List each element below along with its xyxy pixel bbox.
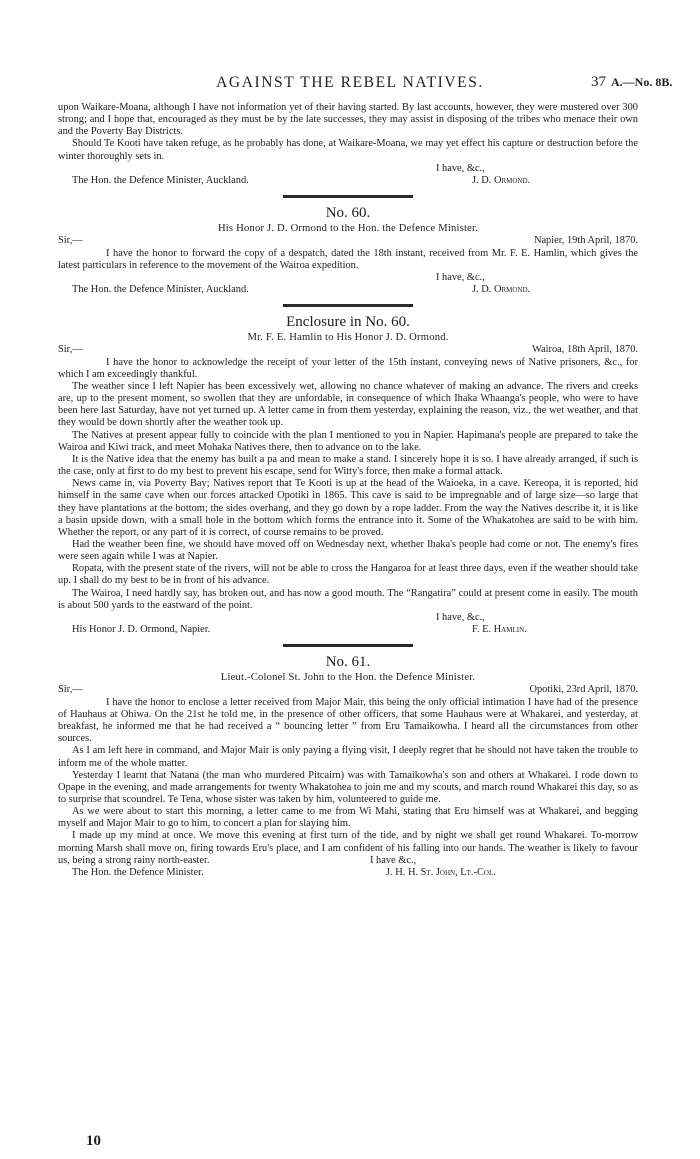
signature-line <box>58 867 638 879</box>
enclosure-paragraph: Ropata, with the present state of the rivers, will not be able to cross the Hangaroa for at least three days, even if the weather should take up. I shall do my best to be in front of his advance. <box>58 563 638 587</box>
page-header <box>0 74 700 96</box>
enclosure-subheading: Mr. F. E. Hamlin to His Honor J. D. Ormond. <box>247 332 449 344</box>
place-date: Opotiki, 23rd April, 1870. <box>529 684 638 696</box>
salutation: Sir,— <box>58 344 83 356</box>
place-date: Napier, 19th April, 1870. <box>533 235 638 247</box>
enclosure-paragraph: The weather since I left Napier has been excessively wet, allowing no chance whatever of making an advance. The rivers and creeks are, up to the present moment, so swollen that they are unfordable, in consequence of which Ihaka Whaanga's people, who were to have been here last Saturday, have not yet turned up. A letter came in from them yesterday, explaining the reason, viz., the wet weather, and that they would be down shortly after the weather took up. <box>58 380 638 429</box>
letter-subheading: Lieut.-Colonel St. John to the Hon. the Defence Minister. <box>220 672 476 684</box>
letter-paragraph: I have the honor to enclose a letter received from Major Mair, this being the only official intimation I have had of the presence of Hauhaus at Ohiwa. On the 21st he told me, in the presence of other officers, that some Hauhaus were at Whakarei, and yesterday, at breakfast, he informed me that he had received a “ bouncing letter ” from Eru Tamaikowha. I heard all the circumstances from other sources. <box>58 696 638 745</box>
continuation-paragraph-2: Should Te Kooti have taken refuge, as he probably has done, at Waikare-Moana, we may yet effect his capture or destruction before the winter thoroughly sets in. <box>58 138 638 162</box>
signature-line <box>58 624 638 636</box>
letter-heading: No. 60. <box>325 205 371 222</box>
section-divider <box>283 195 413 198</box>
salutation: Sir,— <box>58 235 83 247</box>
enclosure-heading: Enclosure in No. 60. <box>286 314 410 331</box>
letter-heading: No. 61. <box>325 654 371 671</box>
letter-no-60 <box>58 204 638 296</box>
addressee: The Hon. the Defence Minister, Auckland. <box>72 284 249 296</box>
signature: F. E. Hamlin. <box>472 624 527 636</box>
signature-line <box>58 175 638 187</box>
signature: J. D. Ormond. <box>472 284 531 296</box>
section-divider <box>283 304 413 307</box>
enclosure-paragraph: Had the weather been fine, we should have moved off on Wednesday next, whether Ihaka's people had come or not. The enemy's fires were seen again while I was at Napier. <box>58 539 638 563</box>
running-title: AGAINST THE REBEL NATIVES. <box>216 74 484 91</box>
page-body <box>58 102 638 879</box>
addressee: The Hon. the Defence Minister. <box>72 866 204 878</box>
salutation: Sir,— <box>58 684 83 696</box>
section-divider <box>283 644 413 647</box>
signature: J. D. Ormond. <box>472 174 531 186</box>
closing-line <box>58 855 638 867</box>
closing-line <box>58 272 638 284</box>
salutation-line <box>58 344 638 357</box>
sheet-number: 10 <box>86 1133 101 1149</box>
letter-paragraph: Yesterday I learnt that Natana (the man who murdered Pitcairn) was with Tamaikowha's son and others at Whakarei. I rode down to Opape in the evening, and made arrangements for twenty Whakatohea to join me and my scouts, and march round Whakarei this day, so as to surprise that scoundrel. Te Tena, whose sister was taken by him, volunteered to guide me. <box>58 769 638 805</box>
closing: I have, &c., <box>436 271 485 283</box>
addressee: His Honor J. D. Ormond, Napier. <box>72 624 211 636</box>
salutation-line <box>58 235 638 248</box>
continuation-letter <box>58 102 638 187</box>
closing: I have, &c., <box>436 162 485 174</box>
signature-line <box>58 284 638 296</box>
continuation-paragraph-1: upon Waikare-Moana, although I have not information yet of their having started. By last accounts, however, they were mustered over 300 strong; and I hope that, encouraged as they must be by the late successes, they may assist in disposing of the tribes who menace their own and the Poverty Bay Districts. <box>58 102 638 138</box>
enclosure-paragraph: The Wairoa, I need hardly say, has broken out, and has now a good mouth. The “Rangatira” could at present come in easily. The mouth is about 500 yards to the eastward of the point. <box>58 587 638 611</box>
enclosure-paragraph: News came in, via Poverty Bay; Natives report that Te Kooti is up at the head of the Waioeka, in a cave. Kereopa, it is reported, hid himself in the same cave when our forces attacked Opotiki in 1865. This cave is said to be impregnable and of large size—so large that they have plantations at the bottom; the sides overhang, and they go down by a rope ladder. From the way the Natives describe it, it is like a basin upside down, with a small hole in the bottom which forms the entrance into it. Some of the Whakatohea are said to be with him. Whether the report, or any part of it is correct, of course remains to be proved. <box>58 478 638 538</box>
letter-paragraph: I made up my mind at once. We move this evening at first turn of the tide, and by night we shall get round Whakarei. To-morrow morning Marsh shall move on, firing towards Eru's place, and I am confident of his falling into our hands. The weather is likely to favour us, being a strong rainy north-easter. <box>58 830 638 866</box>
document-reference: A.—No. 8B. <box>611 75 673 89</box>
closing: I have &c., <box>370 854 417 866</box>
page-number: 37 <box>591 74 606 90</box>
enclosure-paragraph: I have the honor to acknowledge the receipt of your letter of the 15th instant, conveying news of Native prisoners, &c., for which I am exceedingly thankful. <box>58 356 638 380</box>
letter-no-61 <box>58 653 638 879</box>
place-date: Wairoa, 18th April, 1870. <box>532 344 638 356</box>
enclosure-paragraph: It is the Native idea that the enemy has built a pa and mean to make a stand. I sincerely hope it is so. I have already arranged, if such is the case, only at first to do my best to prevent his escape, send for Witty's force, then make a formal attack. <box>58 453 638 478</box>
closing-line <box>58 163 638 175</box>
closing-line <box>58 612 638 624</box>
letter-paragraph: As I am left here in command, and Major Mair is only paying a flying visit, I deeply regret that he should not have taken the trouble to inform me of the whole matter. <box>58 745 638 769</box>
letter-subheading: His Honor J. D. Ormond to the Hon. the Defence Minister. <box>217 223 479 235</box>
enclosure-paragraph: The Natives at present appear fully to coincide with the plan I mentioned to you in Napier. Hapimana's people are prepared to take the Wairoa and Kiwi track, and meet Mohaka Natives there, then to advance on to the lake. <box>58 429 638 453</box>
enclosure-no-60 <box>58 313 638 636</box>
closing: I have, &c., <box>436 611 485 623</box>
addressee: The Hon. the Defence Minister, Auckland. <box>72 174 249 186</box>
letter-body: I have the honor to forward the copy of a despatch, dated the 18th instant, received from Mr. F. E. Hamlin, which gives the latest particulars in reference to the movement of the Wairoa expedition. <box>58 247 638 271</box>
signature: J. H. H. St. John, Lt.-Col. <box>386 866 496 878</box>
letter-paragraph: As we were about to start this morning, a letter came to me from Wi Mahi, stating that Eru himself was at Whakarei, and begging myself and Major Mair to go to him, to concert a plan for slaying him. <box>58 806 638 830</box>
salutation-line <box>58 684 638 697</box>
